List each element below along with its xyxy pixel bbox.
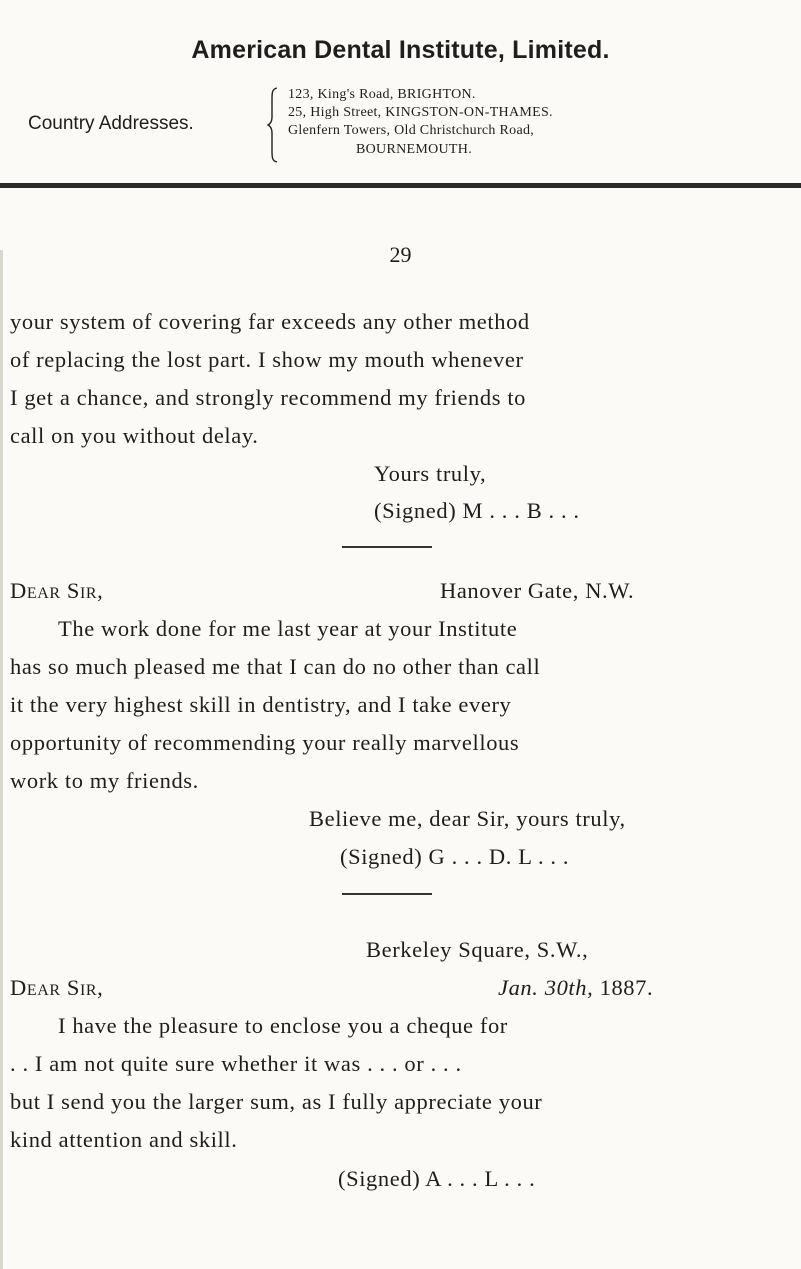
letter3-date [498, 975, 653, 1001]
letter3-line: . . I am not quite sure whether it was . . . or . . . [10, 1051, 462, 1076]
letter3-line: but I send you the larger sum, as I fully appreciate your [10, 1089, 543, 1114]
page-edge-shadow [0, 250, 3, 1269]
letter1-closing: Yours truly, [374, 461, 487, 486]
letter1-line: I get a chance, and strongly recommend my friends to [10, 385, 527, 410]
letter2-line: opportunity of recommending your really marvellous [10, 730, 520, 755]
brace-icon [267, 87, 279, 163]
address-bournemouth: BOURNEMOUTH. [356, 142, 472, 157]
country-addresses-label: Country Addresses. [28, 113, 194, 134]
letter3-date-month: Jan. 30th, [498, 975, 594, 1000]
letter1-signature: (Signed) M . . . B . . . [374, 498, 580, 523]
letter2-salutation: Dear Sir, [10, 578, 104, 603]
address-glenfern: Glenfern Towers, Old Christchurch Road, [288, 123, 535, 138]
letter2-line: has so much pleased me that I can do no other than call [10, 654, 541, 679]
letter3-line: I have the pleasure to enclose you a cheque for [58, 1013, 508, 1038]
address-brighton: 123, King's Road, BRIGHTON. [288, 87, 476, 102]
letter3-date-year: 1887. [599, 975, 654, 1000]
letter1-line: of replacing the lost part. I show my mouth whenever [10, 347, 524, 372]
letter2-signature: (Signed) G . . . D. L . . . [340, 844, 570, 869]
letter2-location: Hanover Gate, N.W. [440, 578, 635, 603]
letter3-salutation: Dear Sir, [10, 975, 104, 1000]
letter3-signature: (Signed) A . . . L . . . [338, 1166, 536, 1191]
separator [342, 546, 432, 548]
letter1-line: call on you without delay. [10, 423, 259, 448]
letter2-line: The work done for me last year at your Institute [58, 616, 518, 641]
letter2-line: work to my friends. [10, 768, 199, 793]
letter3-line: kind attention and skill. [10, 1127, 238, 1152]
page-number: 29 [389, 242, 412, 267]
letter3-location: Berkeley Square, S.W., [366, 937, 589, 962]
header-rule [0, 183, 801, 188]
institute-title: American Dental Institute, Limited. [191, 36, 610, 64]
address-kingston: 25, High Street, KINGSTON-ON-THAMES. [288, 105, 553, 120]
letter2-line: it the very highest skill in dentistry, and I take every [10, 692, 512, 717]
letter2-closing: Believe me, dear Sir, yours truly, [309, 806, 626, 831]
separator [342, 893, 432, 895]
letter1-line: your system of covering far exceeds any other method [10, 309, 530, 334]
